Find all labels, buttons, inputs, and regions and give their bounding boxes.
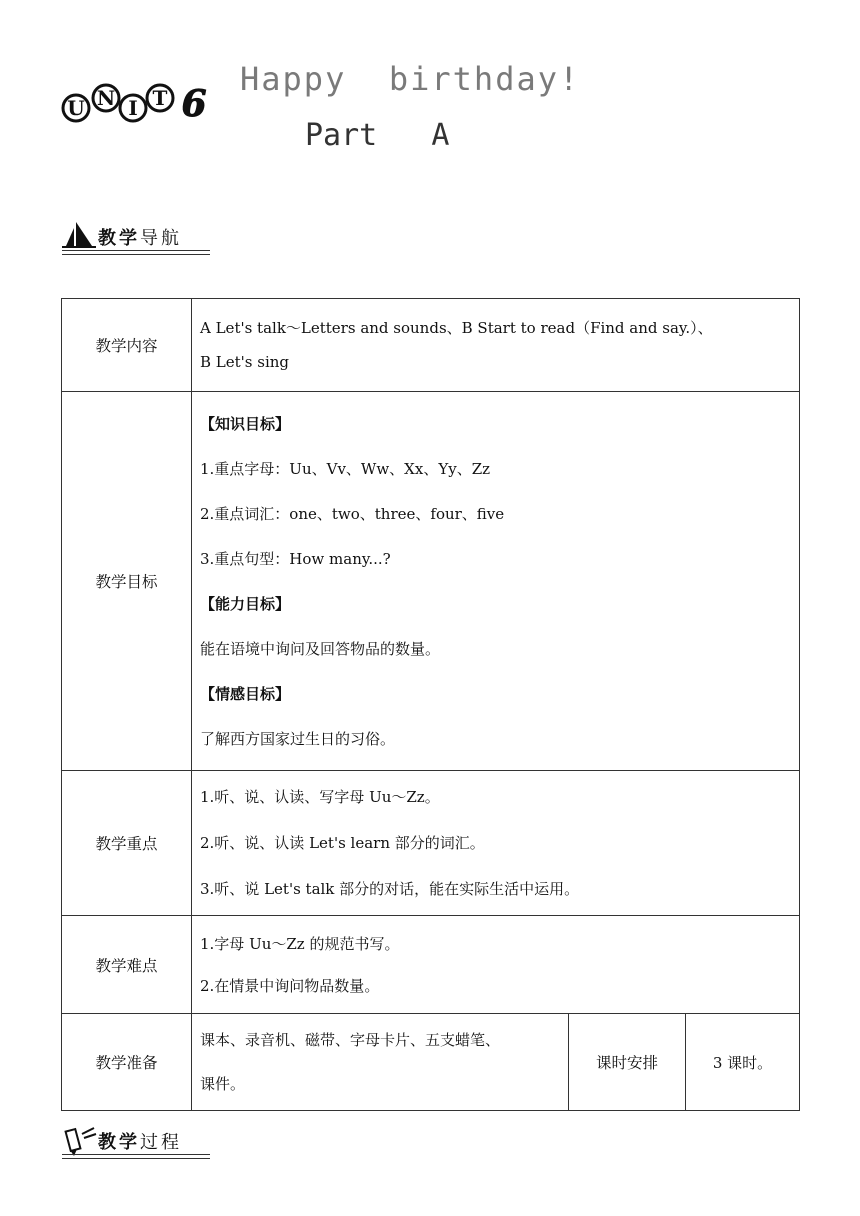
goals-cell	[192, 392, 800, 771]
key-point-item: 3.听、说 Let's talk 部分的对话，能在实际生活中运用。	[200, 880, 580, 898]
unit-badge	[60, 78, 210, 126]
emotion-heading: 【情感目标】	[200, 685, 291, 703]
sailboat-icon	[62, 220, 98, 250]
process-title-bold: 教学	[98, 1132, 140, 1153]
table-row-content	[62, 299, 800, 392]
preparation-line: 课本、录音机、磁带、字母卡片、五支蜡笔、	[200, 1031, 501, 1049]
ability-heading: 【能力目标】	[200, 595, 291, 613]
unit-letter-n: N	[96, 86, 116, 110]
emotion-text: 了解西方国家过生日的习俗。	[200, 730, 396, 748]
pencil-icon	[62, 1124, 98, 1156]
unit-letter-i: I	[128, 96, 138, 120]
content-cell	[192, 299, 800, 392]
content-line: A Let's talk～Letters and sounds、B Start to read（Find and say.）、	[200, 319, 713, 337]
teaching-nav-heading	[62, 220, 212, 260]
key-point-item: 1.听、说、认读、写字母 Uu～Zz。	[200, 788, 440, 806]
nav-title-light: 导航	[140, 228, 182, 249]
key-points-label: 教学重点	[62, 771, 192, 916]
nav-title-bold: 教学	[98, 228, 140, 249]
preparation-cell	[192, 1014, 569, 1111]
unit-number: 6	[181, 83, 207, 125]
teaching-process-heading	[62, 1124, 212, 1164]
table-row-difficulties	[62, 916, 800, 1014]
difficulties-label: 教学难点	[62, 916, 192, 1014]
knowledge-item: 1.重点字母：Uu、Vv、Ww、Xx、Yy、Zz	[200, 460, 491, 478]
difficulty-item: 1.字母 Uu～Zz 的规范书写。	[200, 934, 400, 953]
knowledge-item: 2.重点词汇：one、two、three、four、five	[200, 505, 505, 523]
difficulties-cell	[192, 916, 800, 1014]
unit-subtitle: Part A	[305, 118, 450, 153]
unit-letter-u: U	[67, 96, 85, 120]
lesson-plan-table	[61, 298, 800, 1111]
table-row-preparation	[62, 1014, 800, 1111]
unit-letter-t: T	[152, 86, 168, 110]
goals-label: 教学目标	[62, 392, 192, 771]
process-title-light: 过程	[140, 1132, 182, 1153]
schedule-value: 3 课时。	[686, 1014, 800, 1111]
unit-title: Happy birthday!	[240, 60, 581, 98]
table-row-key-points	[62, 771, 800, 916]
ability-text: 能在语境中询问及回答物品的数量。	[200, 640, 441, 658]
key-points-cell	[192, 771, 800, 916]
key-point-item: 2.听、说、认读 Let's learn 部分的词汇。	[200, 834, 485, 852]
content-label: 教学内容	[62, 299, 192, 392]
schedule-label: 课时安排	[569, 1014, 686, 1111]
difficulty-item: 2.在情景中询问物品数量。	[200, 976, 380, 995]
table-row-goals	[62, 392, 800, 771]
preparation-label: 教学准备	[62, 1014, 192, 1111]
preparation-line: 课件。	[200, 1075, 246, 1093]
knowledge-item: 3.重点句型：How many...?	[200, 550, 391, 568]
knowledge-heading: 【知识目标】	[200, 415, 291, 433]
content-line: B Let's sing	[200, 353, 290, 371]
